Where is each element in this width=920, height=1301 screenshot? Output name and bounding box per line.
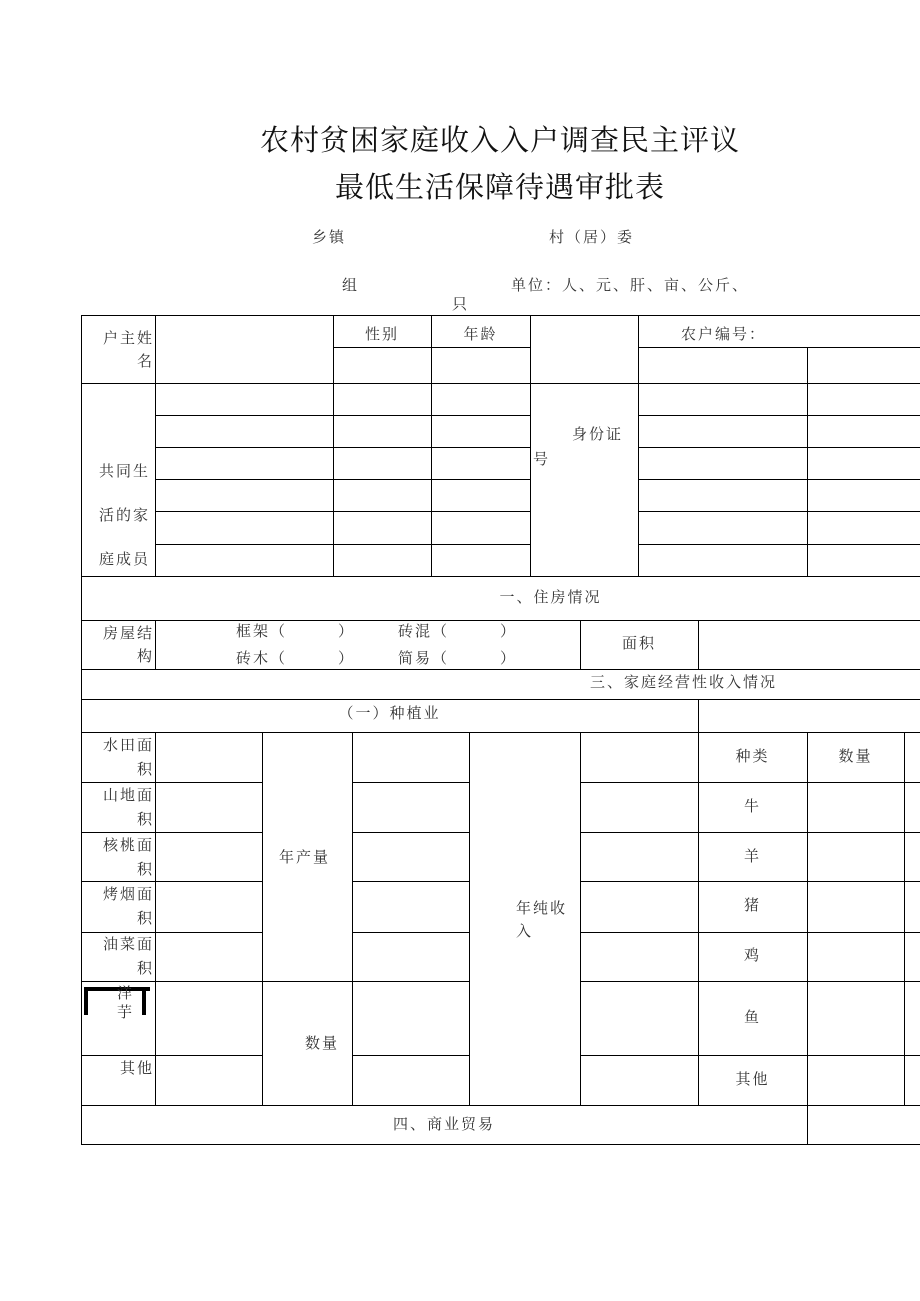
brick-concrete-option: 砖混（ ） [398, 623, 518, 640]
livestock-fish-label: 鱼 [743, 1009, 761, 1026]
livestock-chicken-label: 鸡 [743, 947, 761, 964]
other-crop-label: 其他 [119, 1060, 154, 1077]
walnut-area-label-cont: 积 [136, 861, 154, 878]
rapeseed-area-label: 油菜面 [102, 936, 154, 953]
livestock-sheep-label: 羊 [743, 848, 761, 865]
potato-label-cont: 芋 [117, 1004, 135, 1021]
net-income-label-cont: 入 [516, 923, 534, 940]
group-label: 组 [342, 277, 360, 294]
tobacco-area-label-cont: 积 [136, 910, 154, 927]
net-income-label: 年纯收 [516, 900, 568, 917]
members-label-line3: 庭成员 [99, 551, 151, 568]
unit-label: 单位：人、元、肝、亩、公斤、 [511, 277, 750, 294]
upland-area-label: 山地面 [102, 787, 154, 804]
members-label-line2: 活的家 [99, 507, 151, 524]
area-label: 面积 [621, 635, 656, 652]
redaction-mark-right [142, 987, 146, 1015]
id-number-label-cont: 号 [533, 451, 551, 468]
livestock-kind-header: 种类 [735, 748, 770, 765]
village-label: 村（居）委 [549, 229, 635, 246]
potato-label: 洋 [117, 985, 135, 1002]
simple-option: 简易（ ） [398, 650, 518, 667]
upland-area-label-cont: 积 [136, 811, 154, 828]
livestock-cattle-label: 牛 [743, 798, 761, 815]
paddy-area-label: 水田面 [102, 737, 154, 754]
form-title-line1: 农村贫困家庭收入入户调查民主评议 [259, 123, 740, 157]
gender-label: 性别 [364, 326, 399, 343]
town-label: 乡镇 [312, 229, 347, 246]
redaction-mark-left [84, 987, 88, 1015]
planting-subsection-title: （一）种植业 [338, 705, 441, 722]
paddy-area-label-cont: 积 [136, 761, 154, 778]
frame-option: 框架（ ） [236, 623, 356, 640]
head-name-label-cont: 名 [136, 353, 154, 370]
house-structure-label-cont: 构 [136, 648, 154, 665]
housing-section-title: 一、住房情况 [499, 589, 602, 606]
business-income-section-title: 三、家庭经营性收入情况 [590, 674, 778, 691]
form-title-line2: 最低生活保障待遇审批表 [334, 170, 665, 204]
livestock-quantity-header: 数量 [838, 748, 873, 765]
house-structure-label: 房屋结 [102, 625, 154, 642]
household-number-label: 农户编号： [681, 326, 767, 343]
annual-output-label: 年产量 [279, 849, 331, 866]
trade-section-title: 四、商业贸易 [392, 1116, 495, 1133]
age-label: 年龄 [463, 326, 498, 343]
rapeseed-area-label-cont: 积 [136, 960, 154, 977]
head-name-label: 户主姓 [102, 330, 154, 347]
livestock-other-label: 其他 [735, 1071, 770, 1088]
tobacco-area-label: 烤烟面 [102, 886, 154, 903]
unit-label-cont: 只 [452, 296, 470, 313]
id-number-label: 身份证 [572, 426, 624, 443]
livestock-pig-label: 猪 [743, 897, 761, 914]
crop-quantity-label: 数量 [305, 1035, 340, 1052]
walnut-area-label: 核桃面 [102, 837, 154, 854]
members-label-line1: 共同生 [99, 463, 151, 480]
brick-wood-option: 砖木（ ） [236, 650, 356, 667]
